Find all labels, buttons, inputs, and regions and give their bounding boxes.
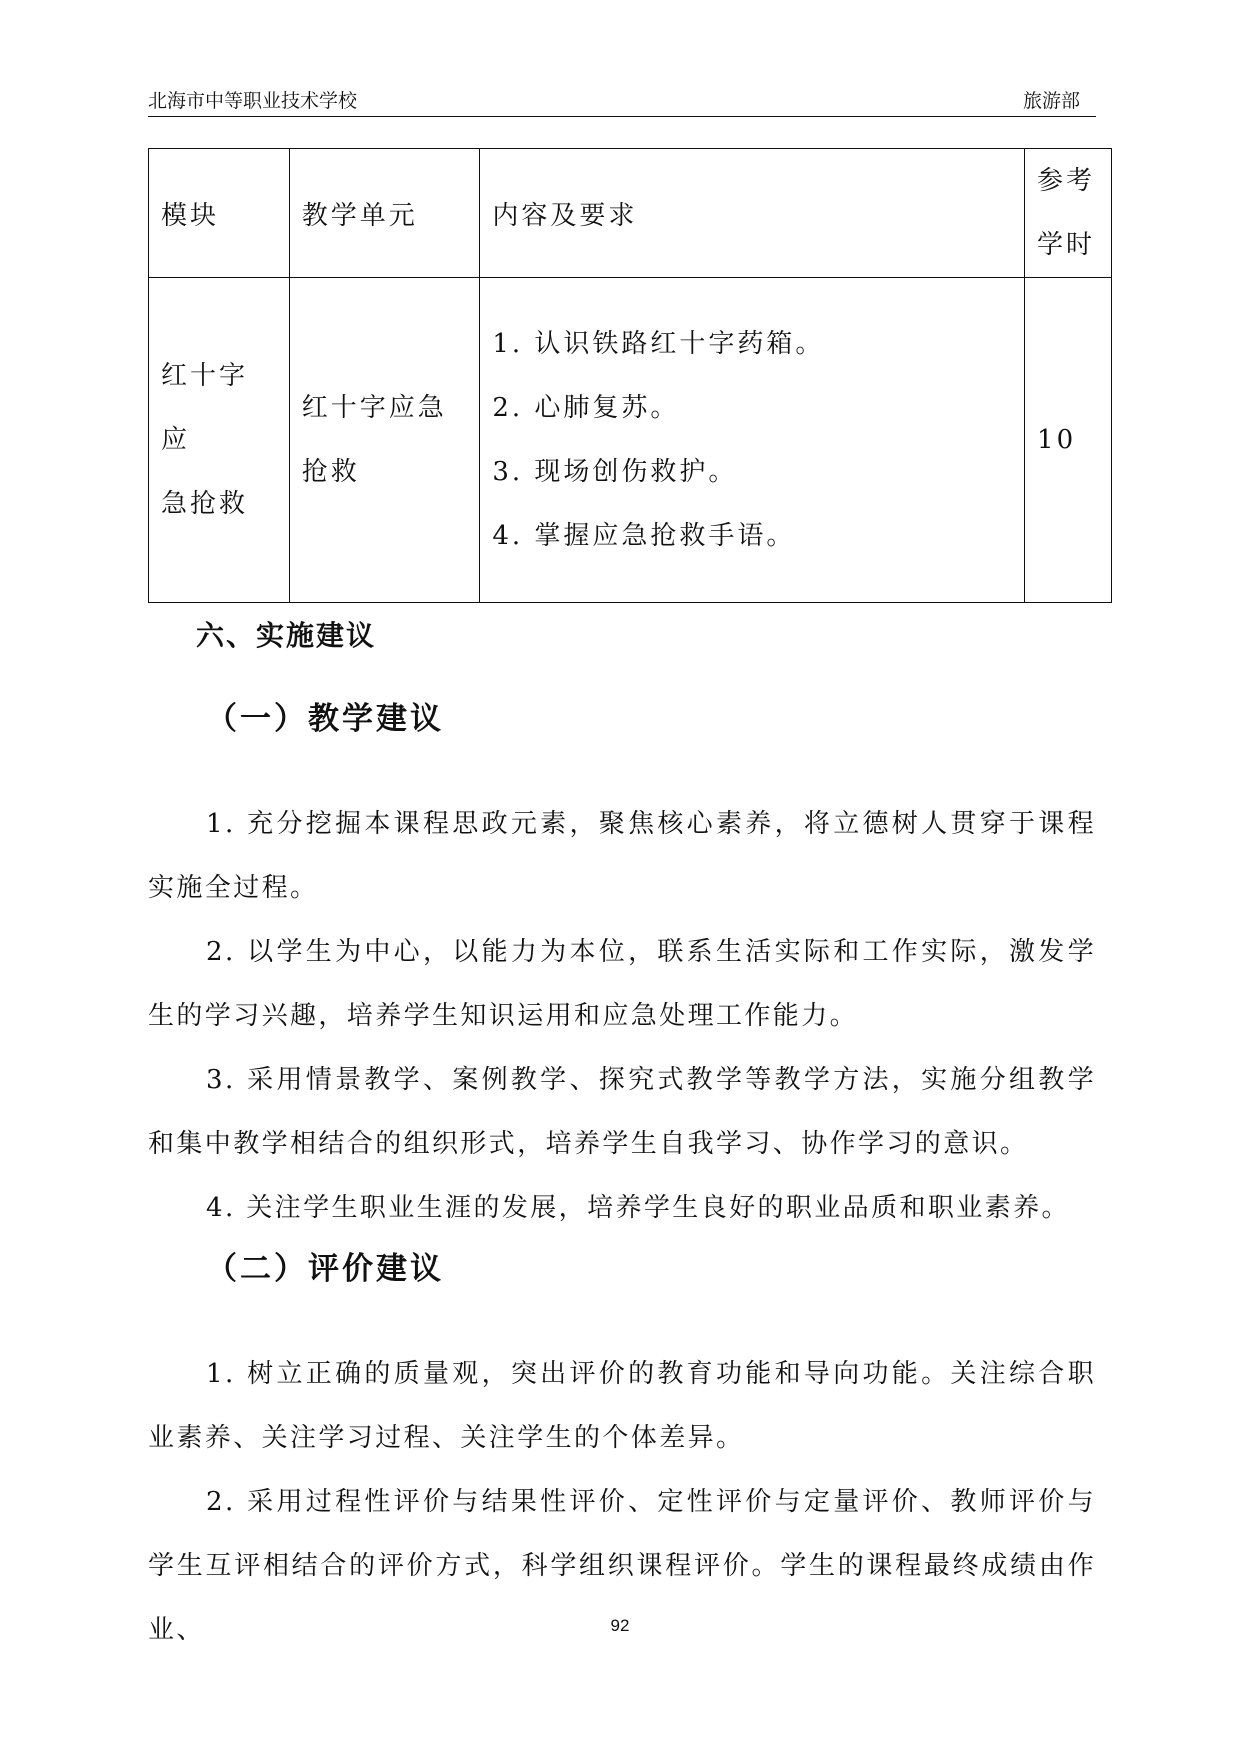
header-department: 旅游部 [1022,90,1080,112]
page-number: 92 [610,1616,630,1635]
cell-unit [289,278,480,603]
table-row [149,278,1112,603]
content-requirement-list [492,312,1012,568]
evaluation-paragraph-2: 2. 采用过程性评价与结果性评价、定性评价与定量评价、教师评价与学生互评相结合的评价方式，科学组织课程评价。学生的课程最终成绩由作业、 [148,1487,1096,1645]
cell-content [480,278,1025,603]
header-teaching-unit: 教学单元 [289,149,480,278]
module-line1: 红十字应 [161,361,249,455]
header-school-name: 北海市中等职业技术学校 [148,90,358,112]
unit-line1: 红十字应急 [301,393,447,423]
unit-line2: 抢救 [301,457,360,487]
cell-hours: 10 [1025,278,1112,603]
content-item: 3. 现场创伤救护。 [492,457,738,487]
content-item: 2. 心肺复苏。 [492,393,680,423]
header-module: 模块 [149,149,290,278]
page-header [148,84,1096,117]
header-content-requirements: 内容及要求 [480,149,1025,278]
cell-module [149,278,290,603]
header-hours-line1: 参考 [1037,166,1096,196]
teaching-paragraph-3: 3. 采用情景教学、案例教学、探究式教学等教学方法，实施分组教学和集中教学相结合的组织形式，培养学生自我学习、协作学习的意识。 [148,1065,1096,1159]
teaching-paragraph-2: 2. 以学生为中心，以能力为本位，联系生活实际和工作实际，激发学生的学习兴趣，培养学生知识运用和应急处理工作能力。 [148,937,1096,1031]
content-item: 1. 认识铁路红十字药箱。 [492,329,825,359]
section-title: 六、实施建议 [196,619,377,652]
subsection-title-teaching: （一）教学建议 [206,701,444,737]
course-content-table [148,148,1112,603]
header-reference-hours [1025,149,1112,278]
teaching-paragraph-1: 1. 充分挖掘本课程思政元素，聚焦核心素养，将立德树人贯穿于课程实施全过程。 [148,809,1096,903]
content-item: 4. 掌握应急抢救手语。 [492,521,796,551]
module-line2: 急抢救 [161,489,249,519]
subsection-title-evaluation: （二）评价建议 [206,1251,444,1287]
evaluation-paragraph-1: 1. 树立正确的质量观，突出评价的教育功能和导向功能。关注综合职业素养、关注学习过程、关注学生的个体差异。 [148,1359,1096,1453]
header-hours-line2: 学时 [1037,230,1096,260]
teaching-paragraph-4: 4. 关注学生职业生涯的发展，培养学生良好的职业品质和职业素养。 [206,1193,1070,1223]
table-header-row [149,149,1112,278]
